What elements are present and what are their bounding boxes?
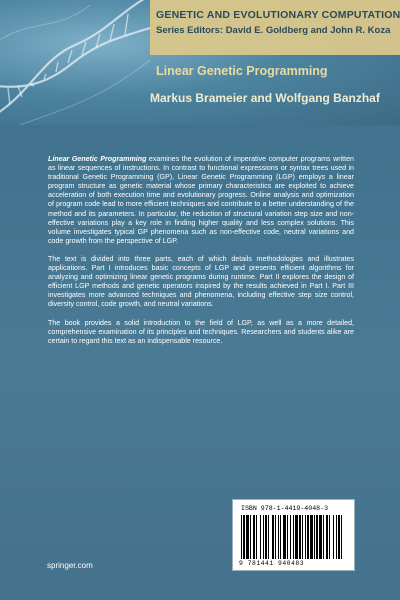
barcode-bar xyxy=(329,515,330,559)
barcode-bar xyxy=(326,515,328,559)
isbn-digits: 9 781441 940483 xyxy=(239,560,305,567)
barcode-bars xyxy=(241,515,345,559)
barcode-bar xyxy=(336,515,337,559)
description-text xyxy=(48,155,354,355)
barcode-bar xyxy=(263,515,264,559)
barcode-bar xyxy=(283,515,286,559)
barcode-bar xyxy=(287,515,288,559)
barcode-bar xyxy=(253,515,255,559)
barcode-bar xyxy=(323,515,324,559)
description-paragraph-3: The book provides a solid introduction to the field of LGP, as well as a more detailed, comprehensive examination of its principles and techniques. Researchers and students alike are certain to regard this text as an indispensable resource. xyxy=(48,318,354,345)
barcode-bar xyxy=(243,515,245,559)
barcode-bar xyxy=(265,515,267,559)
barcode-bar xyxy=(338,515,340,559)
barcode-bar xyxy=(268,515,269,559)
barcode-bar xyxy=(316,515,318,559)
barcode-bar xyxy=(241,515,242,559)
barcode-bar xyxy=(278,515,279,559)
barcode-bar xyxy=(246,515,249,559)
barcode-bar xyxy=(299,515,301,559)
book-title: Linear Genetic Programming xyxy=(156,64,328,78)
description-paragraph-1 xyxy=(48,155,354,246)
barcode-bar xyxy=(290,515,291,559)
barcode-bar xyxy=(314,515,315,559)
barcode-bar xyxy=(260,515,261,559)
description-lead-title: Linear Genetic Programming xyxy=(48,155,147,163)
barcode-bar xyxy=(307,515,309,559)
barcode-bar xyxy=(256,515,257,559)
barcode-bar xyxy=(305,515,306,559)
description-paragraph-1-text: examines the evolution of imperative computer programs written as linear sequences of instructions. In contrast to functional expressions or syntax trees used in traditional Genetic Programming (GP), Linear Genetic Programming (LGP) employs a linear program structure as genetic material whose primary characteristics are exploited to achieve acceleration of both execution time and evolutionary progress. Online analysis and optimization of program code lead to more efficient techniques and contribute to a better understanding of the method and its parameters. In particular, the reduction of structural variation step size and non-effective variations play a key role in finding higher quality and less complex solutions. This volume investigates typical GP phenomena such as non-effective code, neutral variations and code growth from the perspective of LGP. xyxy=(48,155,354,245)
isbn-label: ISBN 978-1-4419-4048-3 xyxy=(241,505,329,512)
barcode-bar xyxy=(310,515,313,559)
barcode-bar xyxy=(272,515,274,559)
barcode-bar xyxy=(275,515,276,559)
description-paragraph-2: The text is divided into three parts, each of which details methodologies and illustrates applications. Part I introduces basic concepts of LGP and presents efficient algorithms for analyzing and optimizing linear genetic programs during runtime. Part II explores the design of efficient LGP methods and genetic operators inspired by the results achieved in Part I. Part III investigates more advanced techniques and phenomena, including effective step size control, diversity control, code growth, and neutral variations. xyxy=(48,254,354,309)
isbn-barcode xyxy=(232,499,355,571)
series-title: GENETIC AND EVOLUTIONARY COMPUTATION xyxy=(156,9,400,21)
series-editors: Series Editors: David E. Goldberg and John R. Koza xyxy=(156,25,391,36)
barcode-bar xyxy=(280,515,281,559)
barcode-bar xyxy=(333,515,334,559)
barcode-bar xyxy=(293,515,294,559)
barcode-bar xyxy=(302,515,303,559)
publisher-url: springer.com xyxy=(47,561,93,570)
barcode-bar xyxy=(295,515,298,559)
barcode-bar xyxy=(341,515,342,559)
barcode-bar xyxy=(319,515,322,559)
book-authors: Markus Brameier and Wolfgang Banzhaf xyxy=(150,91,380,105)
barcode-bar xyxy=(250,515,251,559)
